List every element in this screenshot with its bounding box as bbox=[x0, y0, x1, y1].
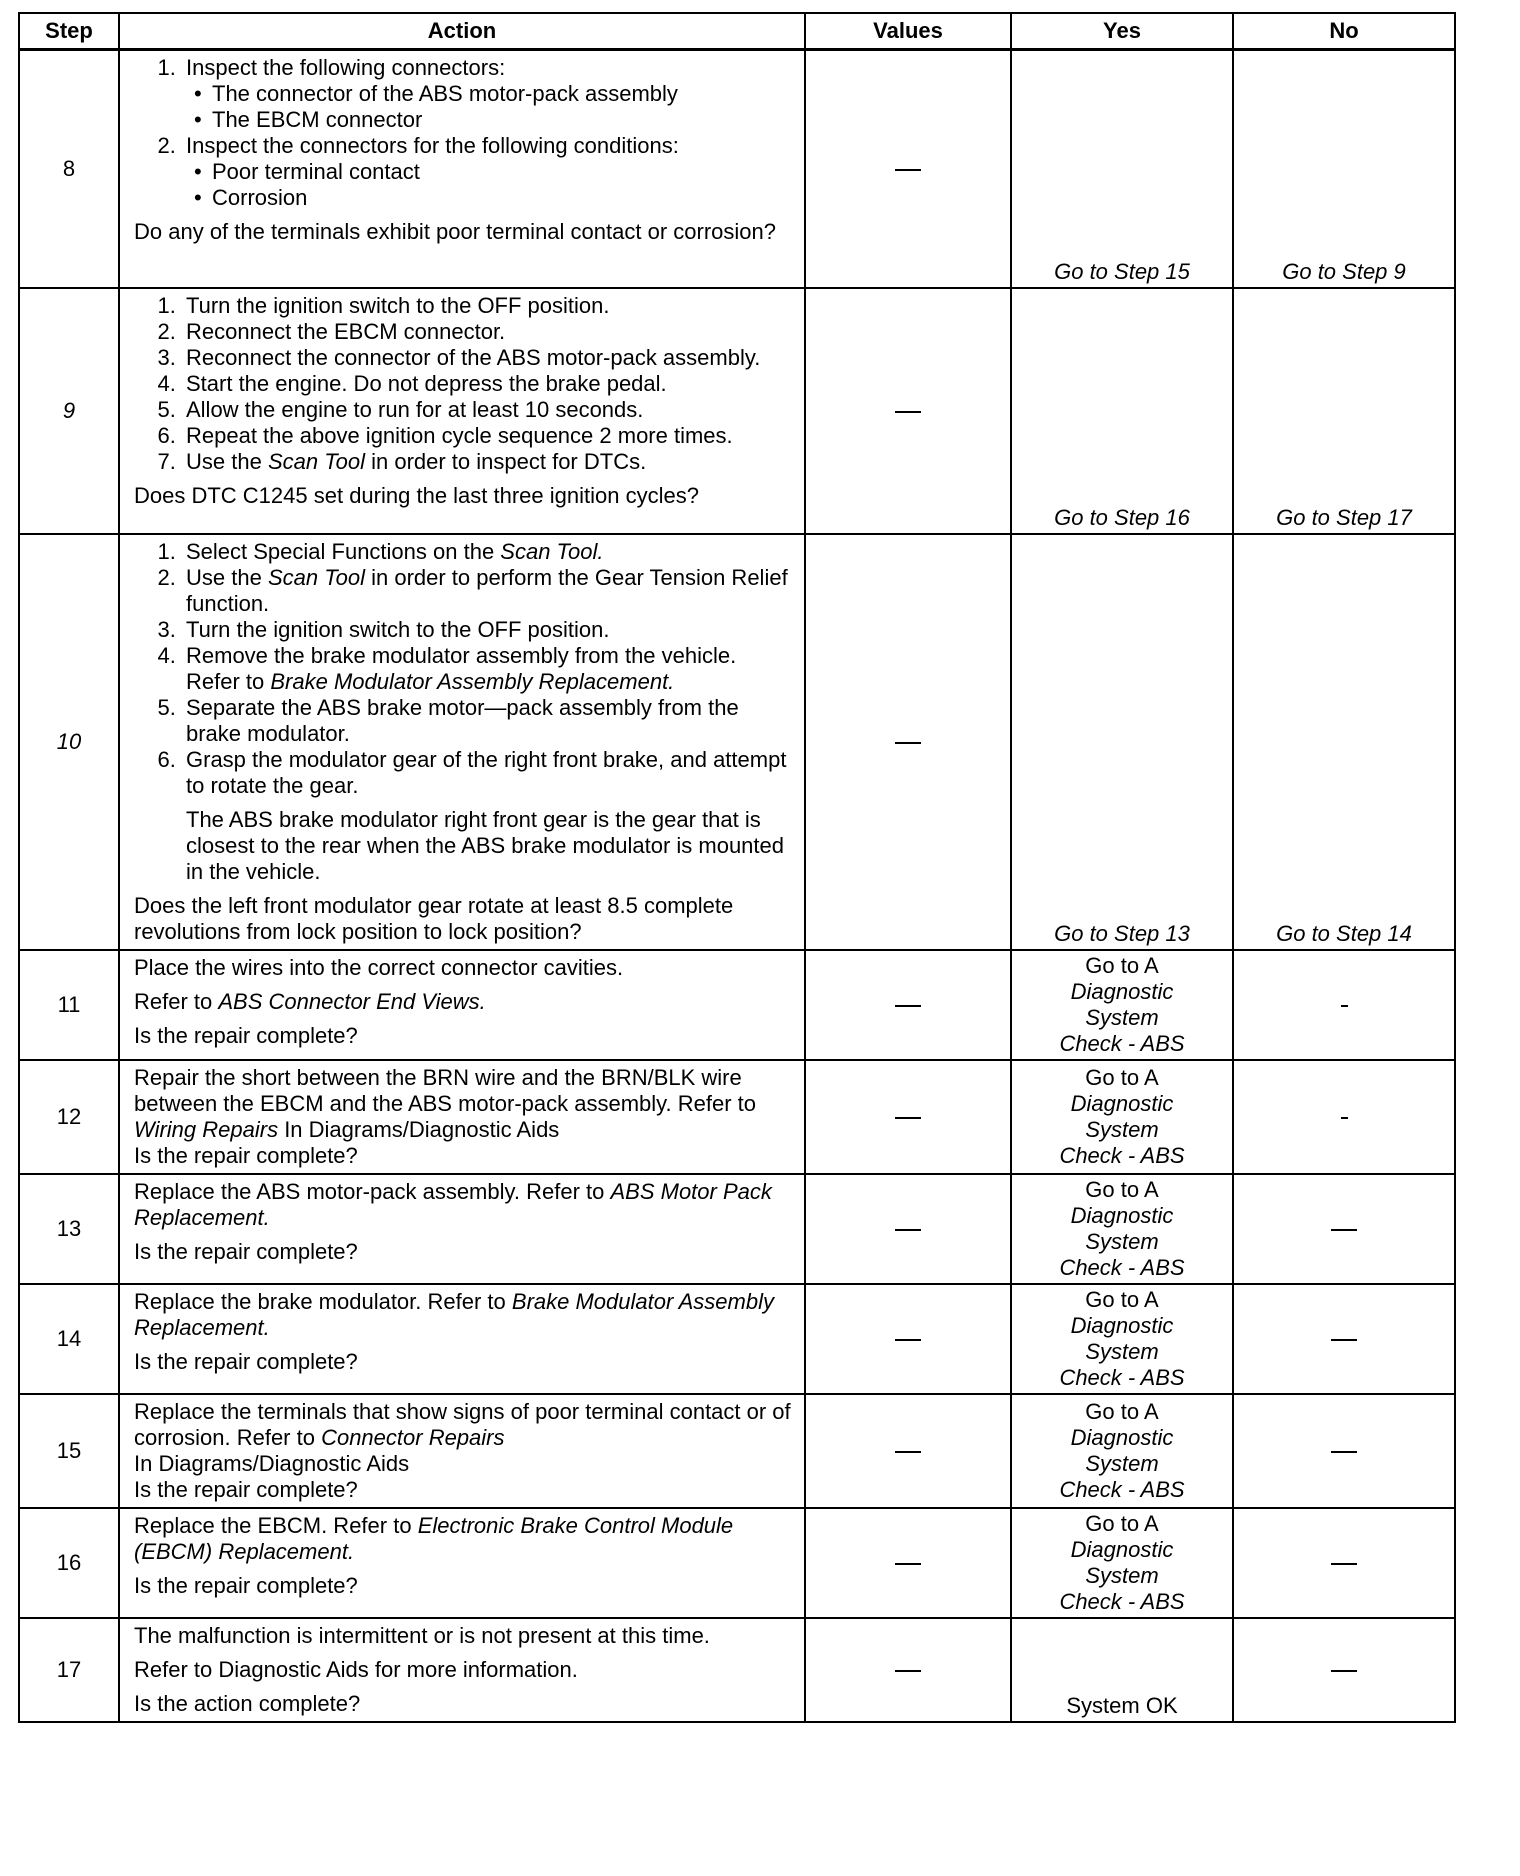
dash-mark bbox=[895, 1229, 921, 1231]
dash-mark bbox=[1341, 1117, 1348, 1119]
action-item: 1. Turn the ignition switch to the OFF position. bbox=[182, 293, 794, 319]
action-line: Replace the brake modulator. Refer to Brake Modulator Assembly Replacement. bbox=[134, 1288, 774, 1340]
action-item: 7. Use the Scan Tool in order to inspect for DTCs. bbox=[182, 449, 794, 475]
dash-mark bbox=[895, 1563, 921, 1565]
yes-cell: Go to A Diagnostic System Check - ABS bbox=[1011, 950, 1233, 1060]
diagnostic-table bbox=[18, 12, 1456, 1723]
action-item: 2. Reconnect the EBCM connector. bbox=[182, 319, 794, 345]
header-yes: Yes bbox=[1011, 13, 1233, 50]
yes-cell: Go to Step 13 bbox=[1011, 534, 1233, 950]
action-item: 5. Separate the ABS brake motor—pack assembly from the brake modulator. bbox=[182, 695, 794, 747]
action-item: 4. Start the engine. Do not depress the brake pedal. bbox=[182, 371, 794, 397]
yes-cell: Go to A Diagnostic System Check - ABS bbox=[1011, 1508, 1233, 1618]
action-cell bbox=[119, 950, 805, 1060]
action-question: Is the repair complete? bbox=[134, 1348, 358, 1374]
action-line: Refer to Diagnostic Aids for more information. bbox=[134, 1656, 578, 1682]
yes-cell: Go to A Diagnostic System Check - ABS bbox=[1011, 1060, 1233, 1174]
action-cell bbox=[119, 1284, 805, 1394]
dash-mark bbox=[895, 1117, 921, 1119]
action-question: Is the repair complete? bbox=[134, 1142, 358, 1168]
values-cell bbox=[805, 50, 1011, 288]
step-number: 17 bbox=[19, 1618, 119, 1722]
action-note: The ABS brake modulator right front gear is the gear that is closest to the rear when the ABS brake modulator is mounted in the vehicle. bbox=[186, 806, 784, 884]
header-row bbox=[19, 13, 1455, 50]
no-cell bbox=[1233, 1394, 1455, 1508]
action-cell bbox=[119, 1174, 805, 1284]
dash-mark bbox=[1331, 1229, 1357, 1231]
values-cell bbox=[805, 1508, 1011, 1618]
table-row bbox=[19, 1394, 1455, 1508]
action-cell bbox=[119, 1060, 805, 1174]
no-cell bbox=[1233, 1618, 1455, 1722]
values-cell bbox=[805, 1618, 1011, 1722]
dash-mark bbox=[1341, 1005, 1348, 1007]
action-item: 3. Reconnect the connector of the ABS motor-pack assembly. bbox=[182, 345, 794, 371]
values-cell bbox=[805, 534, 1011, 950]
yes-cell: System OK bbox=[1011, 1618, 1233, 1722]
step-number: 14 bbox=[19, 1284, 119, 1394]
bullet-item: • Poor terminal contact bbox=[212, 159, 794, 185]
action-cell bbox=[119, 1508, 805, 1618]
action-item: 6. Grasp the modulator gear of the right front brake, and attempt to rotate the gear. The ABS brake modulator right front gear is the gear that is closest to the rear when the ABS brake modulator is mounted in the vehicle. bbox=[182, 747, 794, 885]
action-item: 2. Use the Scan Tool in order to perform the Gear Tension Relief function. bbox=[182, 565, 794, 617]
dash-mark bbox=[1331, 1451, 1357, 1453]
action-question: Is the repair complete? bbox=[134, 1572, 358, 1598]
no-cell: Go to Step 14 bbox=[1233, 534, 1455, 950]
no-cell bbox=[1233, 1284, 1455, 1394]
action-line: Repair the short between the BRN wire and the BRN/BLK wire between the EBCM and the ABS motor-pack assembly. Refer to Wiring Repairs In Diagrams/Diagnostic Aids bbox=[134, 1064, 757, 1142]
yes-cell: Go to Step 16 bbox=[1011, 288, 1233, 534]
dash-mark bbox=[895, 1670, 921, 1672]
no-cell bbox=[1233, 1060, 1455, 1174]
step-number: 8 bbox=[19, 50, 119, 288]
action-question: Does DTC C1245 set during the last three ignition cycles? bbox=[134, 482, 699, 508]
no-cell: Go to Step 9 bbox=[1233, 50, 1455, 288]
dash-mark bbox=[1331, 1670, 1357, 1672]
action-item: 5. Allow the engine to run for at least 10 seconds. bbox=[182, 397, 794, 423]
no-cell bbox=[1233, 950, 1455, 1060]
action-question: Do any of the terminals exhibit poor terminal contact or corrosion? bbox=[134, 219, 776, 244]
action-question: Is the repair complete? bbox=[134, 1476, 358, 1502]
action-line: Replace the ABS motor-pack assembly. Refer to ABS Motor Pack Replacement. bbox=[134, 1178, 772, 1230]
action-question: Is the repair complete? bbox=[134, 1022, 358, 1048]
action-cell bbox=[119, 50, 805, 288]
yes-cell: Go to A Diagnostic System Check - ABS bbox=[1011, 1394, 1233, 1508]
action-item: 2. Inspect the connectors for the following conditions: • Poor terminal contact • Corrosion bbox=[182, 133, 794, 211]
dash-mark bbox=[895, 742, 921, 744]
table-row bbox=[19, 1174, 1455, 1284]
step-number: 13 bbox=[19, 1174, 119, 1284]
table-row bbox=[19, 1060, 1455, 1174]
bullet-item: • Corrosion bbox=[212, 185, 794, 211]
step-number: 12 bbox=[19, 1060, 119, 1174]
table-row bbox=[19, 1618, 1455, 1722]
yes-cell: Go to A Diagnostic System Check - ABS bbox=[1011, 1174, 1233, 1284]
action-question: Is the repair complete? bbox=[134, 1238, 358, 1264]
dash-mark bbox=[895, 1451, 921, 1453]
action-question: Does the left front modulator gear rotate at least 8.5 complete revolutions from lock position to lock position? bbox=[134, 892, 734, 944]
action-cell bbox=[119, 1394, 805, 1508]
dash-mark bbox=[1331, 1563, 1357, 1565]
step-number: 11 bbox=[19, 950, 119, 1060]
header-action: Action bbox=[119, 13, 805, 50]
bullet-item: • The connector of the ABS motor-pack assembly bbox=[212, 81, 794, 107]
header-values: Values bbox=[805, 13, 1011, 50]
values-cell bbox=[805, 950, 1011, 1060]
table-row bbox=[19, 950, 1455, 1060]
action-line: Refer to ABS Connector End Views. bbox=[134, 988, 486, 1014]
dash-mark bbox=[895, 169, 921, 171]
header-no: No bbox=[1233, 13, 1455, 50]
bullet-item: • The EBCM connector bbox=[212, 107, 794, 133]
no-cell: Go to Step 17 bbox=[1233, 288, 1455, 534]
dash-mark bbox=[1331, 1339, 1357, 1341]
table-row bbox=[19, 288, 1455, 534]
action-item: 1. Inspect the following connectors: • The connector of the ABS motor-pack assembly • The EBCM connector bbox=[182, 55, 794, 133]
yes-cell: Go to A Diagnostic System Check - ABS bbox=[1011, 1284, 1233, 1394]
step-number: 15 bbox=[19, 1394, 119, 1508]
table-row bbox=[19, 50, 1455, 288]
no-cell bbox=[1233, 1508, 1455, 1618]
action-cell bbox=[119, 534, 805, 950]
step-number: 9 bbox=[19, 288, 119, 534]
no-cell bbox=[1233, 1174, 1455, 1284]
table-row bbox=[19, 534, 1455, 950]
action-question: Is the action complete? bbox=[134, 1690, 361, 1716]
action-line: Replace the terminals that show signs of poor terminal contact or of corrosion. Refer to Connector Repairs bbox=[134, 1398, 791, 1450]
step-number: 16 bbox=[19, 1508, 119, 1618]
values-cell bbox=[805, 1284, 1011, 1394]
action-item: 6. Repeat the above ignition cycle sequence 2 more times. bbox=[182, 423, 794, 449]
values-cell bbox=[805, 1394, 1011, 1508]
action-item: 1. Select Special Functions on the Scan Tool. bbox=[182, 539, 794, 565]
values-cell bbox=[805, 288, 1011, 534]
dash-mark bbox=[895, 1339, 921, 1341]
values-cell bbox=[805, 1060, 1011, 1174]
table-row bbox=[19, 1284, 1455, 1394]
step-number: 10 bbox=[19, 534, 119, 950]
action-line: The malfunction is intermittent or is not present at this time. bbox=[134, 1622, 710, 1648]
action-item: 4. Remove the brake modulator assembly from the vehicle. Refer to Brake Modulator Assembly Replacement. bbox=[182, 643, 794, 695]
table-row bbox=[19, 1508, 1455, 1618]
yes-cell: Go to Step 15 bbox=[1011, 50, 1233, 288]
dash-mark bbox=[895, 1005, 921, 1007]
action-line: In Diagrams/Diagnostic Aids bbox=[134, 1450, 410, 1476]
dash-mark bbox=[895, 411, 921, 413]
action-cell bbox=[119, 288, 805, 534]
header-step: Step bbox=[19, 13, 119, 50]
values-cell bbox=[805, 1174, 1011, 1284]
action-line: Place the wires into the correct connector cavities. bbox=[134, 954, 624, 980]
action-cell bbox=[119, 1618, 805, 1722]
action-item: 3. Turn the ignition switch to the OFF position. bbox=[182, 617, 794, 643]
action-line: Replace the EBCM. Refer to Electronic Brake Control Module (EBCM) Replacement. bbox=[134, 1512, 734, 1564]
